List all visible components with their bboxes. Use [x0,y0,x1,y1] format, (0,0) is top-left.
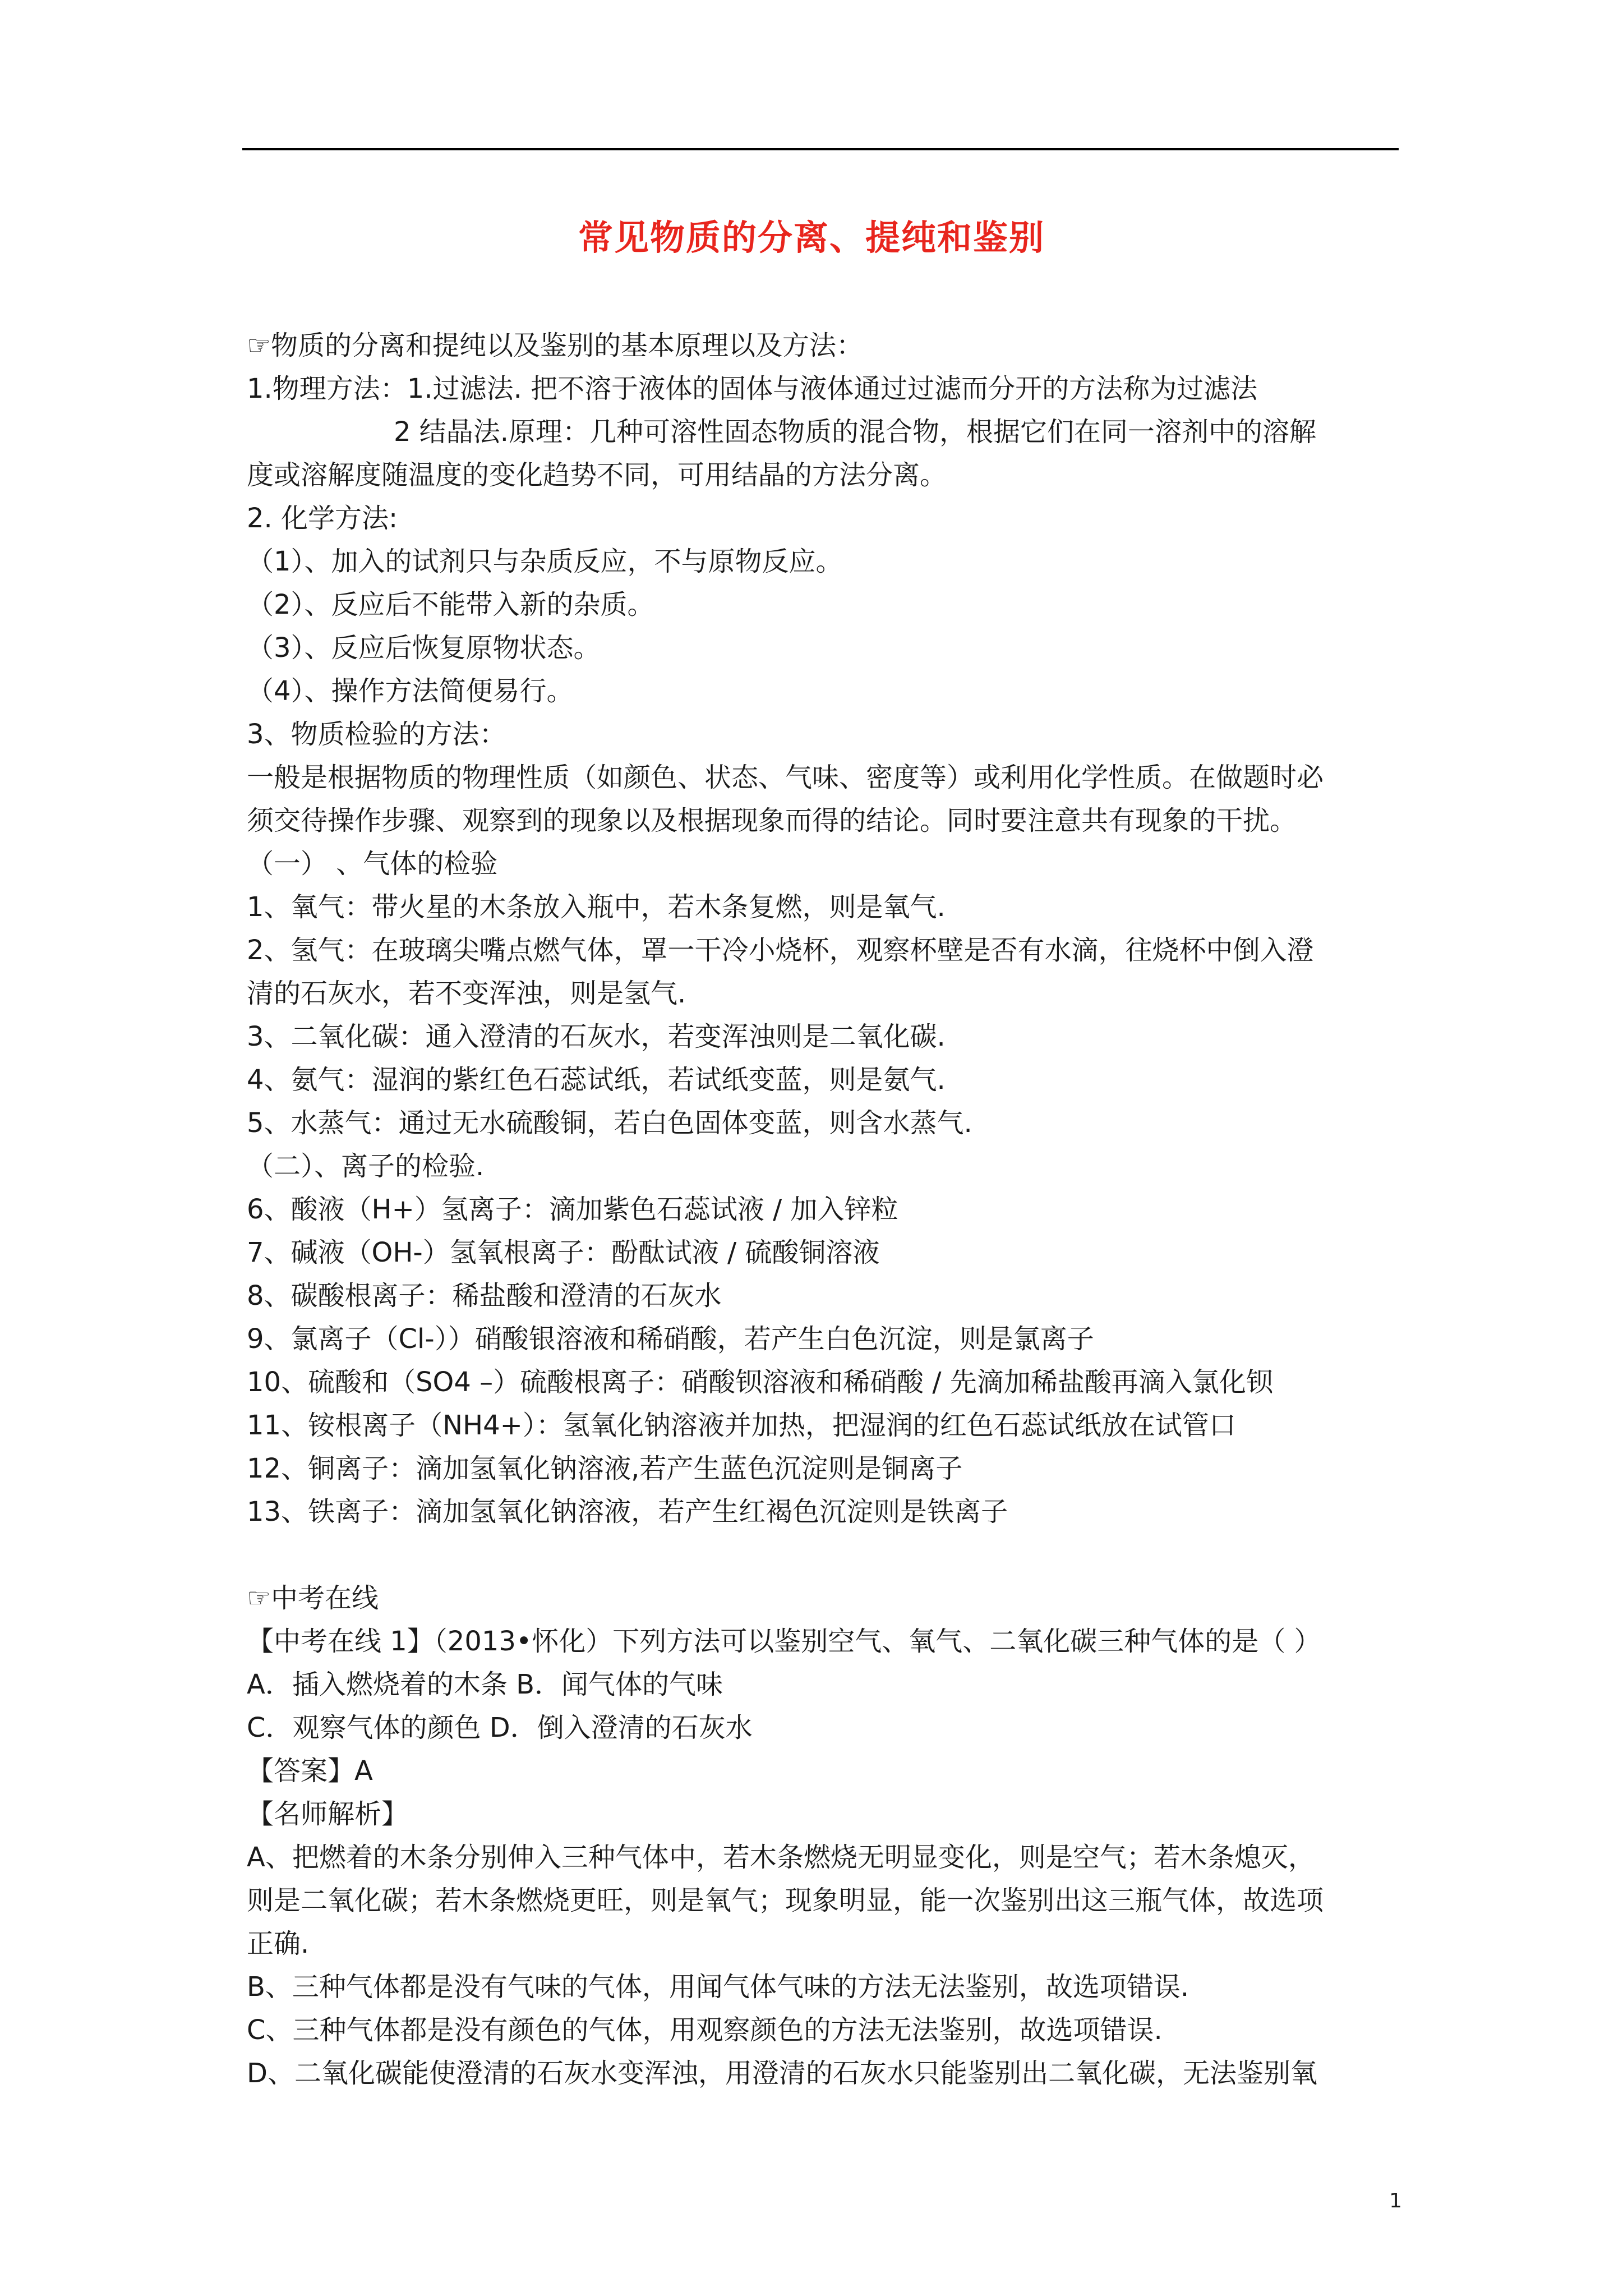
ion-item-sulfate: 10、硫酸和（SO4 –）硫酸根离子：硝酸钡溶液和稀硝酸 / 先滴加稀盐酸再滴入氯化钡 [247,1366,1273,1398]
blank-line [247,1534,1399,1577]
chemical-rule-3: （3）、反应后恢复原物状态。 [247,632,601,664]
document-body [247,324,1399,2095]
physical-method-crystallization-cont: 度或溶解度随温度的变化趋势不同，可用结晶的方法分离。 [247,459,947,491]
gas-item-oxygen: 1、氧气：带火星的木条放入瓶中，若木条复燃，则是氧气. [247,891,946,923]
analysis-d: D、二氧化碳能使澄清的石灰水变浑浊，用澄清的石灰水只能鉴别出二氧化碳，无法鉴别氧 [247,2058,1317,2089]
physical-method-crystallization: 2 结晶法.原理：几种可溶性固态物质的混合物，根据它们在同一溶剂中的溶解 [394,416,1317,448]
gas-item-water-vapor: 5、水蒸气：通过无水硫酸铜，若白色固体变蓝，则含水蒸气. [247,1107,972,1139]
exam-online-heading: ☞中考在线 [247,1582,379,1614]
ion-inspection-heading: （二）、离子的检验. [247,1151,485,1182]
exam-options-cd: C．观察气体的颜色 D．倒入澄清的石灰水 [247,1712,753,1743]
chemical-rule-2: （2）、反应后不能带入新的杂质。 [247,589,654,620]
exam-answer: 【答案】A [247,1755,373,1787]
section-heading-principles: ☞物质的分离和提纯以及鉴别的基本原理以及方法： [247,330,864,361]
inspection-paragraph-line-2: 须交待操作步骤、观察到的现象以及根据现象而得的结论。同时要注意共有现象的干扰。 [247,805,1297,836]
chemical-method-heading: 2. 化学方法: [247,503,398,534]
gas-item-hydrogen: 2、氢气：在玻璃尖嘴点燃气体，罩一干冷小烧杯，观察杯壁是否有水滴，往烧杯中倒入澄 [247,935,1314,966]
exam-question: 【中考在线 1】（2013•怀化）下列方法可以鉴别空气、氧气、二氧化碳三种气体的是（ ） [247,1626,1321,1657]
analysis-c: C、三种气体都是没有颜色的气体，用观察颜色的方法无法鉴别，故选项错误. [247,2014,1163,2046]
chemical-rule-1: （1）、加入的试剂只与杂质反应，不与原物反应。 [247,546,843,577]
page-number: 1 [1389,2189,1402,2212]
analysis-a-line-1: A、把燃着的木条分别伸入三种气体中，若木条燃烧无明显变化，则是空气；若木条熄灭， [247,1842,1315,1873]
analysis-heading: 【名师解析】 [247,1798,409,1830]
ion-item-hydrogen: 6、酸液（H+）氢离子：滴加紫色石蕊试液 / 加入锌粒 [247,1194,898,1225]
ion-item-carbonate: 8、碳酸根离子：稀盐酸和澄清的石灰水 [247,1280,722,1312]
ion-item-hydroxide: 7、碱液（OH-）氢氧根离子：酚酞试液 / 硫酸铜溶液 [247,1237,880,1268]
physical-method-filtration: 1.物理方法：1.过滤法. 把不溶于液体的固体与液体通过过滤而分开的方法称为过滤法 [247,373,1258,404]
gas-item-hydrogen-cont: 清的石灰水，若不变浑浊，则是氢气. [247,978,686,1009]
document-title: 常见物质的分离、提纯和鉴别 [578,217,1045,258]
inspection-paragraph-line-1: 一般是根据物质的物理性质（如颜色、状态、气味、密度等）或利用化学性质。在做题时必 [247,762,1324,793]
gas-item-carbon-dioxide: 3、二氧化碳：通入澄清的石灰水，若变浑浊则是二氧化碳. [247,1021,946,1052]
ion-item-chloride: 9、氯离子（Cl-））硝酸银溶液和稀硝酸，若产生白色沉淀，则是氯离子 [247,1323,1094,1355]
ion-item-iron: 13、铁离子：滴加氢氧化钠溶液，若产生红褐色沉淀则是铁离子 [247,1496,1008,1527]
chemical-rule-4: （4）、操作方法简便易行。 [247,675,574,707]
gas-inspection-heading: （一） 、气体的检验 [247,848,498,880]
analysis-a-line-3: 正确. [247,1928,310,1959]
exam-options-ab: A．插入燃烧着的木条 B．闻气体的气味 [247,1669,723,1700]
gas-item-ammonia: 4、氨气：湿润的紫红色石蕊试纸，若试纸变蓝，则是氨气. [247,1064,946,1096]
ion-item-copper: 12、铜离子：滴加氢氧化钠溶液,若产生蓝色沉淀则是铜离子 [247,1453,963,1484]
inspection-method-heading: 3、物质检验的方法： [247,719,506,750]
header-rule [242,148,1399,150]
ion-item-ammonium: 11、铵根离子（NH4+）：氢氧化钠溶液并加热，把湿润的红色石蕊试纸放在试管口 [247,1410,1236,1441]
analysis-a-line-2: 则是二氧化碳；若木条燃烧更旺，则是氧气；现象明显，能一次鉴别出这三瓶气体，故选项 [247,1885,1324,1916]
analysis-b: B、三种气体都是没有气味的气体，用闻气体气味的方法无法鉴别，故选项错误. [247,1971,1189,2003]
